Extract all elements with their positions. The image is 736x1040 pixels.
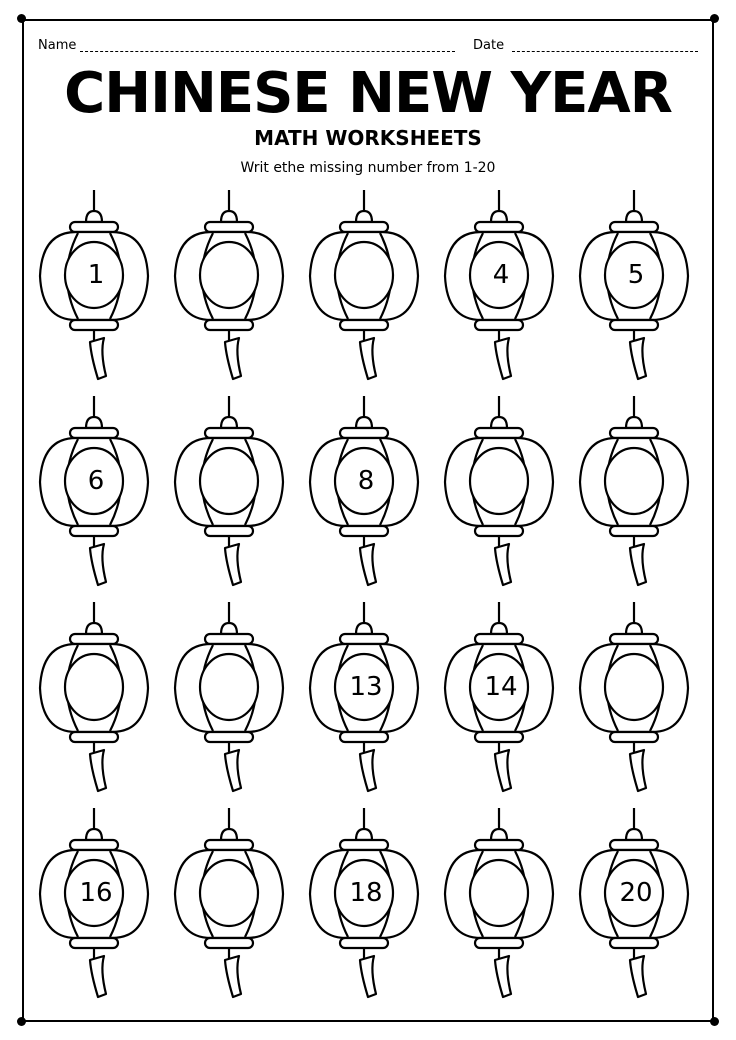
lantern-8 — [298, 392, 434, 598]
lantern-answer-blank[interactable] — [336, 253, 396, 297]
lantern-1 — [28, 186, 164, 392]
lantern-number: 20 — [619, 878, 653, 908]
lantern-number: 14 — [484, 672, 518, 702]
lantern-answer-blank[interactable] — [201, 459, 261, 503]
lantern-9[interactable] — [433, 392, 569, 598]
lantern-16 — [28, 804, 164, 1010]
lantern-answer-blank[interactable] — [201, 665, 261, 709]
lantern-13 — [298, 598, 434, 804]
lantern-10[interactable] — [568, 392, 704, 598]
lantern-5 — [568, 186, 704, 392]
lantern-19[interactable] — [433, 804, 569, 1010]
lantern-number: 6 — [87, 466, 105, 496]
lantern-grid — [28, 186, 708, 1012]
page-subtitle: MATH WORKSHEETS — [254, 126, 482, 150]
lantern-answer-blank[interactable] — [201, 871, 261, 915]
lantern-answer-blank[interactable] — [201, 253, 261, 297]
lantern-answer-blank[interactable] — [471, 459, 531, 503]
date-label: Date — [473, 38, 505, 53]
instruction-text: Writ ethe missing number from 1-20 — [240, 160, 496, 176]
lantern-15[interactable] — [568, 598, 704, 804]
lantern-number: 13 — [349, 672, 383, 702]
lantern-number: 16 — [79, 878, 113, 908]
lantern-answer-blank[interactable] — [471, 871, 531, 915]
lantern-12[interactable] — [163, 598, 299, 804]
lantern-number: 18 — [349, 878, 383, 908]
name-label: Name — [38, 38, 77, 53]
lantern-18 — [298, 804, 434, 1010]
lantern-number: 1 — [87, 260, 105, 290]
lantern-7[interactable] — [163, 392, 299, 598]
date-field[interactable] — [512, 51, 698, 52]
name-field[interactable] — [80, 51, 455, 52]
lantern-17[interactable] — [163, 804, 299, 1010]
lantern-11[interactable] — [28, 598, 164, 804]
lantern-number: 8 — [357, 466, 375, 496]
lantern-6 — [28, 392, 164, 598]
page-title: CHINESE NEW YEAR — [64, 61, 672, 126]
corner-dot — [17, 1017, 26, 1026]
corner-dot — [710, 14, 719, 23]
lantern-answer-blank[interactable] — [66, 665, 126, 709]
lantern-2[interactable] — [163, 186, 299, 392]
lantern-answer-blank[interactable] — [606, 665, 666, 709]
lantern-number: 4 — [492, 260, 510, 290]
lantern-14 — [433, 598, 569, 804]
lantern-4 — [433, 186, 569, 392]
lantern-number: 5 — [627, 260, 645, 290]
lantern-3[interactable] — [298, 186, 434, 392]
lantern-20 — [568, 804, 704, 1010]
corner-dot — [710, 1017, 719, 1026]
lantern-answer-blank[interactable] — [606, 459, 666, 503]
corner-dot — [17, 14, 26, 23]
